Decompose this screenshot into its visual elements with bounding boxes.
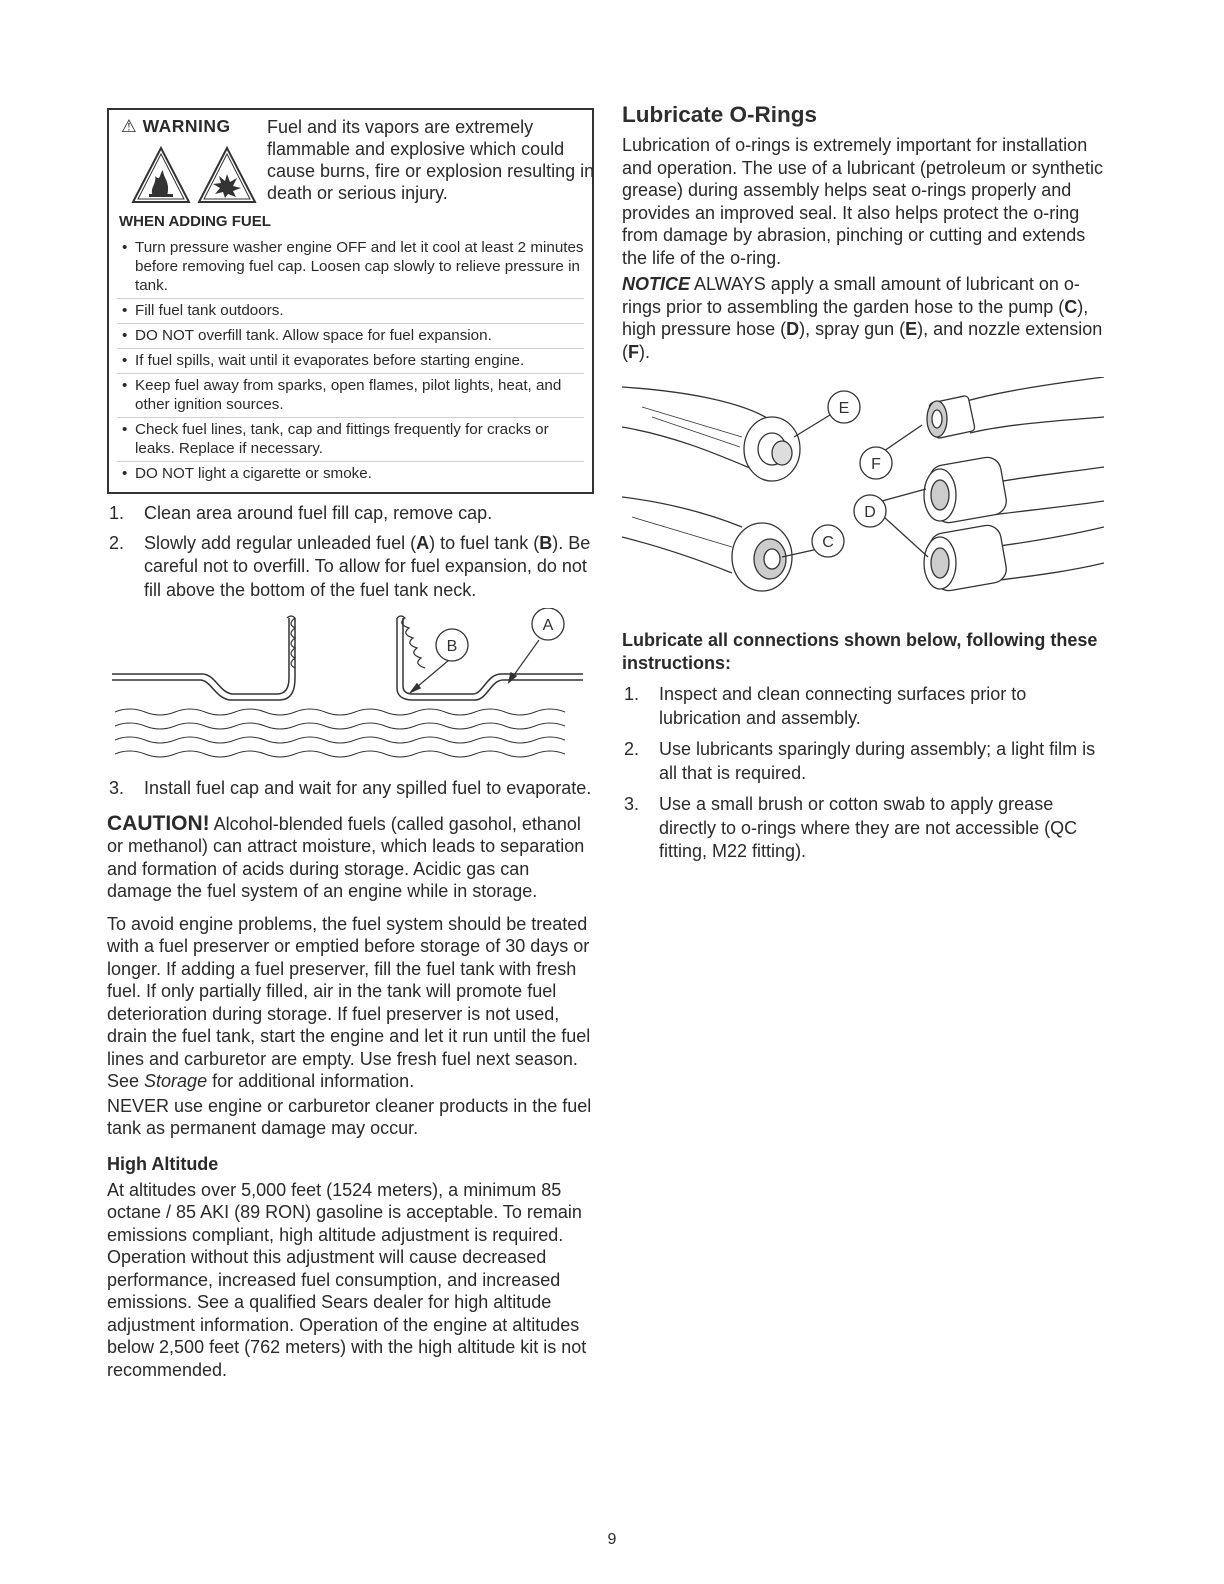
svg-text:F: F [871,456,881,473]
warning-subheading: WHEN ADDING FUEL [119,213,271,230]
callout-b: B [446,638,458,655]
fuel-tank-diagram [107,608,594,773]
warning-text: Fuel and its vapors are extremely flammable and explosive which could cause burns, fire or explosion resulting in death or serious injury. [267,117,595,203]
list-item: • Keep fuel away from sparks, open flames, pilot lights, heat, and other ignition sources. [117,374,584,418]
warning-header [117,116,595,211]
caution-paragraph: CAUTION! Alcohol-blended fuels (called gasohol, ethanol or methanol) can attract moisture, which leads to separation and formation of acids during storage. Acidic gas can damage the fuel system of an engine while in storage. [107,811,585,901]
svg-text:D: D [864,504,876,521]
storage-paragraph: To avoid engine problems, the fuel system should be treated with a fuel preserver or emptied before storage of 30 days or longer. If adding a fuel preserver, fill the fuel tank with fresh fuel. If only partially filled, air in the tank will promote fuel deterioration during storage. If fuel preserver is not used, drain the fuel tank, start the engine and let it run until the fuel lines and carburetor are empty. Use fresh fuel next season. See Storage for additional information. [107,913,591,1091]
instructions-heading: Lubricate all connections shown below, following these instructions: [622,630,1098,673]
fuel-step-2: 2. Slowly add regular unleaded fuel (A) to fuel tank (B). Be careful not to overfill. To allow for fuel expansion, do not fill above the bottom of the fuel tank neck. [109,532,591,600]
hazard-icons [129,144,259,206]
storage-reference: Storage [144,1071,208,1091]
lubricate-step-2: 2. Use lubricants sparingly during assembly; a light film is all that is required. [624,739,1096,783]
notice-label: NOTICE [622,274,691,294]
right-column [622,102,1104,864]
section-title: Lubricate O-Rings [622,102,818,127]
fire-hazard-icon [133,148,189,202]
list-item: • Turn pressure washer engine OFF and let it cool at least 2 minutes before removing fuel cap. Loosen cap slowly to relieve pressure in tank. [117,236,584,299]
notice-paragraph: NOTICE ALWAYS apply a small amount of lubricant on o-rings prior to assembling the garden hose to the pump (C), high pressure hose (D), spray gun (E), and nozzle extension (F). [622,274,1103,362]
lubricate-step-1: 1. Inspect and clean connecting surfaces prior to lubrication and assembly. [624,684,1027,728]
page-number: 9 [607,1531,617,1548]
list-item: • If fuel spills, wait until it evaporates before starting engine. [117,349,584,374]
o-ring-connections-diagram [622,377,1104,615]
callout-c [812,525,844,557]
fuel-step-3: 3. Install fuel cap and wait for any spilled fuel to evaporate. [109,778,592,798]
svg-text:C: C [822,534,834,551]
warning-box [107,108,594,494]
high-altitude-heading: High Altitude [107,1153,219,1174]
callout-d [854,495,886,527]
list-item: • DO NOT light a cigarette or smoke. [117,462,584,486]
caution-label: CAUTION! [107,811,210,835]
callout-f [860,447,892,479]
fuel-step-1: 1. Clean area around fuel fill cap, remove cap. [109,503,493,523]
list-item: • Fill fuel tank outdoors. [117,299,584,324]
warning-label: ⚠ WARNING [121,116,231,136]
callout-e [828,391,860,423]
lubricate-step-3: 3. Use a small brush or cotton swab to apply grease directly to o-rings where they are not accessible (QC fitting, M22 fitting). [624,794,1078,861]
warning-list [117,236,584,486]
left-column [107,108,594,1381]
lubricate-intro: Lubrication of o-rings is extremely important for installation and operation. The use of a lubricant (petroleum or synthetic grease) during assembly helps seat o-rings properly and provides an improved seal. It also helps protect the o-ring from damage by abrasion, pinching or cutting and extends the life of the o-ring. [622,135,1103,268]
list-item: • Check fuel lines, tank, cap and fittings frequently for cracks or leaks. Replace if necessary. [117,418,584,462]
never-paragraph: NEVER use engine or carburetor cleaner products in the fuel tank as permanent damage may occur. [107,1095,592,1138]
explosion-hazard-icon [199,148,255,202]
callout-a: A [542,617,554,634]
warning-triangle-icon: ⚠ [121,116,138,136]
svg-text:E: E [838,400,850,417]
high-altitude-paragraph: At altitudes over 5,000 feet (1524 meters), a minimum 85 octane / 85 AKI (89 RON) gasoline is acceptable. To remain emissions compliant, high altitude adjustment is required. Operation without this adjustment will cause decreased performance, increased fuel consumption, and increased emissions. See a qualified Sears dealer for high altitude adjustment information. Operation of the engine at altitudes below 2,500 feet (762 meters) with the high altitude kit is not recommended. [107,1179,587,1380]
list-item: • DO NOT overfill tank. Allow space for fuel expansion. [117,324,584,349]
